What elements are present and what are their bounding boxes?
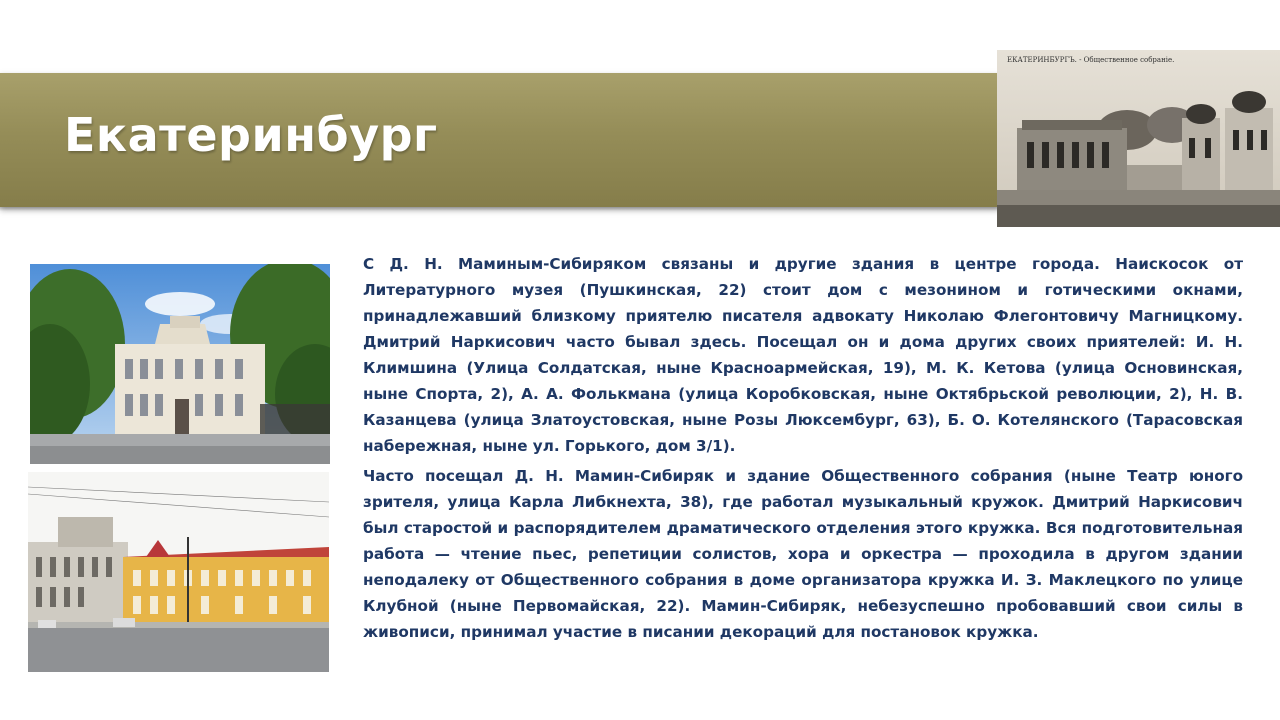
body-text [363,251,1243,649]
vintage-postcard-photo [997,50,1280,227]
slide-title: Екатеринбург [64,108,438,162]
mansion-photo [30,264,330,464]
postcard-caption: ЕКАТЕРИНБУРГЪ. - Общественное собраніе. [1007,56,1175,64]
paragraph-1: С Д. Н. Маминым-Сибиряком связаны и другие здания в центре города. Наискосок от Литературного музея (Пушкинская, 22) стоит дом с мезонином и готическими окнами, принадлежавший близкому приятелю писателя адвокату Николаю Флегонтовичу Магницкому. Дмитрий Наркисович часто бывал здесь. Посещал он и дома других своих приятелей: И. Н. Климшина (Улица Солдатская, ныне Красноармейская, 19), М. К. Кетова (улица Основинская, ныне Спорта, 2), А. А. Фолькмана (улица Коробковская, ныне Октябрьской революции, 2), Н. В. Казанцева (улица Златоустовская, ныне Розы Люксембург, 63), Б. О. Котелянского (Тарасовская набережная, ныне ул. Горького, дом 3/1). [363,255,1243,455]
paragraph-2: Часто посещал Д. Н. Мамин-Сибиряк и здание Общественного собрания (ныне Театр юного зрителя, улица Карла Либкнехта, 38), где работал музыкальный кружок. Дмитрий Наркисович был старостой и распорядителем драматического отделения этого кружка. Вся подготовительная работа — чтение пьес, репетиции солистов, хора и оркестра — проходила в другом здании неподалеку от Общественного собрания в доме организатора кружка И. З. Маклецкого по улице Клубной (ныне Первомайская, 22). Мамин-Сибиряк, небезуспешно пробовавший свои силы в живописи, принимал участие в писании декораций для постановок кружка. [363,467,1243,641]
street-photo [28,472,329,672]
